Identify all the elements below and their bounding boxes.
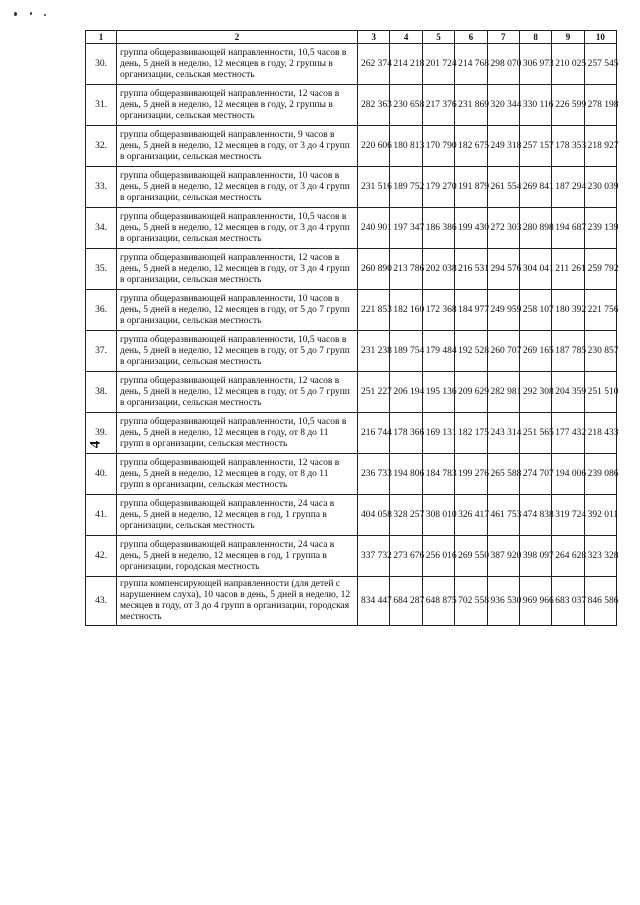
column-number-2: 2 <box>117 31 358 44</box>
cost-value: 264 628 <box>552 536 584 577</box>
cost-value: 294 576 <box>487 249 519 290</box>
cost-value: 230 658 <box>390 85 422 126</box>
cost-value: 251 227 <box>358 372 390 413</box>
cost-value: 199 430 <box>455 208 487 249</box>
row-number: 36. <box>86 290 117 331</box>
table-row <box>86 372 617 413</box>
cost-value: 180 813 <box>390 126 422 167</box>
column-number-10: 10 <box>584 31 616 44</box>
table-row <box>86 85 617 126</box>
cost-value: 269 550 <box>455 536 487 577</box>
cost-value: 282 981 <box>487 372 519 413</box>
cost-value: 178 353 <box>552 126 584 167</box>
cost-value: 199 276 <box>455 454 487 495</box>
cost-value: 179 270 <box>422 167 454 208</box>
cost-value: 257 157 <box>519 126 551 167</box>
row-number: 31. <box>86 85 117 126</box>
group-description: группа общеразвивающей направленности, 12 часов в день, 5 дней в неделю, 12 месяцев в году, 2 группы в организации, сельская местность <box>117 85 358 126</box>
group-description: группа общеразвивающей направленности, 12 часов в день, 5 дней в неделю, 12 месяцев в году, от 3 до 4 групп в организации, сельская местность <box>117 249 358 290</box>
cost-value: 328 257 <box>390 495 422 536</box>
group-description: группа общеразвивающей направленности, 10,5 часов в день, 5 дней в неделю, 12 месяцев в году, 2 группы в организации, сельская местность <box>117 44 358 85</box>
cost-value: 194 687 <box>552 208 584 249</box>
cost-value: 204 359 <box>552 372 584 413</box>
cost-value: 306 973 <box>519 44 551 85</box>
cost-value: 214 768 <box>455 44 487 85</box>
cost-value: 202 038 <box>422 249 454 290</box>
row-number: 42. <box>86 536 117 577</box>
cost-value: 330 116 <box>519 85 551 126</box>
cost-value: 684 287 <box>390 577 422 626</box>
group-description: группа общеразвивающей направленности, 10 часов в день, 5 дней в неделю, 12 месяцев в году, от 5 до 7 групп в организации, сельская местность <box>117 290 358 331</box>
cost-value: 392 011 <box>584 495 616 536</box>
cost-value: 216 531 <box>455 249 487 290</box>
cost-value: 260 890 <box>358 249 390 290</box>
row-number: 30. <box>86 44 117 85</box>
cost-value: 251 565 <box>519 413 551 454</box>
group-description: группа общеразвивающей направленности, 10,5 часов в день, 5 дней в неделю, 12 месяцев в году, от 5 до 7 групп в организации, сельская местность <box>117 331 358 372</box>
cost-value: 269 165 <box>519 331 551 372</box>
cost-value: 194 806 <box>390 454 422 495</box>
table-row <box>86 126 617 167</box>
column-number-7: 7 <box>487 31 519 44</box>
column-number-row <box>86 31 617 44</box>
cost-value: 211 261 <box>552 249 584 290</box>
cost-value: 834 447 <box>358 577 390 626</box>
row-number: 34. <box>86 208 117 249</box>
cost-value: 240 901 <box>358 208 390 249</box>
cost-value: 172 368 <box>422 290 454 331</box>
group-description: группа общеразвивающей направленности, 24 часа в день, 5 дней в неделю, 12 месяцев в год, 1 группа в организации, сельская местность <box>117 495 358 536</box>
cost-value: 702 558 <box>455 577 487 626</box>
cost-value: 398 097 <box>519 536 551 577</box>
cost-value: 846 586 <box>584 577 616 626</box>
cost-value: 218 433 <box>584 413 616 454</box>
cost-value: 184 977 <box>455 290 487 331</box>
table-row <box>86 536 617 577</box>
row-number: 39. <box>86 413 117 454</box>
table-row <box>86 413 617 454</box>
cost-value: 206 194 <box>390 372 422 413</box>
row-number: 41. <box>86 495 117 536</box>
cost-value: 265 588 <box>487 454 519 495</box>
group-description: группа общеразвивающей направленности, 12 часов в день, 5 дней в неделю, 12 месяцев в году, от 5 до 7 групп в организации, сельская местность <box>117 372 358 413</box>
scan-speck <box>44 14 46 16</box>
cost-value: 230 857 <box>584 331 616 372</box>
row-number: 33. <box>86 167 117 208</box>
cost-value: 182 675 <box>455 126 487 167</box>
cost-value: 326 417 <box>455 495 487 536</box>
table-row <box>86 454 617 495</box>
cost-value: 251 510 <box>584 372 616 413</box>
cost-value: 683 037 <box>552 577 584 626</box>
cost-value: 180 392 <box>552 290 584 331</box>
scan-speck <box>30 12 32 15</box>
cost-value: 969 966 <box>519 577 551 626</box>
cost-value: 257 545 <box>584 44 616 85</box>
cost-value: 226 599 <box>552 85 584 126</box>
column-number-3: 3 <box>358 31 390 44</box>
cost-value: 258 107 <box>519 290 551 331</box>
cost-value: 278 198 <box>584 85 616 126</box>
cost-value: 187 785 <box>552 331 584 372</box>
cost-value: 282 363 <box>358 85 390 126</box>
cost-value: 231 869 <box>455 85 487 126</box>
cost-value: 177 432 <box>552 413 584 454</box>
cost-value: 218 927 <box>584 126 616 167</box>
table-row <box>86 495 617 536</box>
cost-value: 231 516 <box>358 167 390 208</box>
table-row <box>86 290 617 331</box>
cost-value: 189 754 <box>390 331 422 372</box>
cost-value: 182 160 <box>390 290 422 331</box>
cost-value: 269 841 <box>519 167 551 208</box>
cost-value: 648 875 <box>422 577 454 626</box>
group-description: группа компенсирующей направленности (для детей с нарушением слуха), 10 часов в день, 5 дней в неделю, 12 месяцев в году, от 3 до 4 групп в организации, городская местность <box>117 577 358 626</box>
cost-value: 461 753 <box>487 495 519 536</box>
cost-value: 404 058 <box>358 495 390 536</box>
cost-value: 272 303 <box>487 208 519 249</box>
cost-value: 259 792 <box>584 249 616 290</box>
cost-value: 187 294 <box>552 167 584 208</box>
group-description: группа общеразвивающей направленности, 9 часов в день, 5 дней в неделю, 12 месяцев в году, от 3 до 4 групп в организации, сельская местность <box>117 126 358 167</box>
scan-speck <box>14 12 17 16</box>
tariff-table <box>85 30 617 626</box>
cost-value: 256 016 <box>422 536 454 577</box>
table-row <box>86 208 617 249</box>
table-row <box>86 249 617 290</box>
cost-value: 213 786 <box>390 249 422 290</box>
column-number-5: 5 <box>422 31 454 44</box>
cost-value: 308 010 <box>422 495 454 536</box>
cost-value: 261 554 <box>487 167 519 208</box>
cost-value: 239 086 <box>584 454 616 495</box>
cost-value: 192 528 <box>455 331 487 372</box>
cost-value: 201 724 <box>422 44 454 85</box>
cost-value: 231 238 <box>358 331 390 372</box>
row-number: 38. <box>86 372 117 413</box>
cost-value: 292 308 <box>519 372 551 413</box>
group-description: группа общеразвивающей направленности, 10,5 часов в день, 5 дней в неделю, 12 месяцев в году, от 3 до 4 групп в организации, сельская местность <box>117 208 358 249</box>
cost-value: 936 530 <box>487 577 519 626</box>
row-number: 43. <box>86 577 117 626</box>
cost-value: 179 484 <box>422 331 454 372</box>
cost-value: 320 344 <box>487 85 519 126</box>
cost-value: 262 374 <box>358 44 390 85</box>
cost-value: 184 783 <box>422 454 454 495</box>
cost-value: 280 898 <box>519 208 551 249</box>
cost-value: 298 070 <box>487 44 519 85</box>
cost-value: 221 756 <box>584 290 616 331</box>
group-description: группа общеразвивающей направленности, 24 часа в день, 5 дней в неделю, 12 месяцев в год, 1 группа в организации, городская местность <box>117 536 358 577</box>
group-description: группа общеразвивающей направленности, 10,5 часов в день, 5 дней в неделю, 12 месяцев в году, от 8 до 11 групп в организации, сельская местность <box>117 413 358 454</box>
cost-value: 239 139 <box>584 208 616 249</box>
column-number-8: 8 <box>519 31 551 44</box>
cost-value: 217 376 <box>422 85 454 126</box>
cost-value: 169 131 <box>422 413 454 454</box>
cost-value: 274 707 <box>519 454 551 495</box>
cost-value: 304 041 <box>519 249 551 290</box>
cost-value: 249 959 <box>487 290 519 331</box>
cost-value: 191 879 <box>455 167 487 208</box>
row-number: 40. <box>86 454 117 495</box>
row-number: 37. <box>86 331 117 372</box>
cost-value: 221 853 <box>358 290 390 331</box>
cost-value: 387 920 <box>487 536 519 577</box>
table-row <box>86 167 617 208</box>
group-description: группа общеразвивающей направленности, 10 часов в день, 5 дней в неделю, 12 месяцев в году, от 3 до 4 групп в организации, сельская местность <box>117 167 358 208</box>
cost-value: 337 732 <box>358 536 390 577</box>
column-number-6: 6 <box>455 31 487 44</box>
cost-value: 178 366 <box>390 413 422 454</box>
row-number: 35. <box>86 249 117 290</box>
cost-value: 323 328 <box>584 536 616 577</box>
table-row <box>86 331 617 372</box>
group-description: группа общеразвивающей направленности, 12 часов в день, 5 дней в неделю, 12 месяцев в году, от 8 до 11 групп в организации, сельская местность <box>117 454 358 495</box>
cost-value: 260 707 <box>487 331 519 372</box>
cost-value: 474 838 <box>519 495 551 536</box>
table-row <box>86 44 617 85</box>
cost-value: 214 218 <box>390 44 422 85</box>
cost-value: 243 314 <box>487 413 519 454</box>
cost-value: 273 676 <box>390 536 422 577</box>
cost-value: 220 606 <box>358 126 390 167</box>
cost-value: 230 039 <box>584 167 616 208</box>
cost-value: 194 006 <box>552 454 584 495</box>
cost-value: 210 025 <box>552 44 584 85</box>
cost-value: 249 318 <box>487 126 519 167</box>
cost-value: 170 790 <box>422 126 454 167</box>
cost-value: 216 744 <box>358 413 390 454</box>
page-number: 4 <box>87 440 104 449</box>
cost-value: 189 752 <box>390 167 422 208</box>
cost-value: 186 386 <box>422 208 454 249</box>
column-number-1: 1 <box>86 31 117 44</box>
cost-value: 319 724 <box>552 495 584 536</box>
cost-value: 209 629 <box>455 372 487 413</box>
cost-value: 197 347 <box>390 208 422 249</box>
cost-value: 195 136 <box>422 372 454 413</box>
column-number-9: 9 <box>552 31 584 44</box>
row-number: 32. <box>86 126 117 167</box>
table-row <box>86 577 617 626</box>
column-number-4: 4 <box>390 31 422 44</box>
cost-value: 236 733 <box>358 454 390 495</box>
cost-value: 182 175 <box>455 413 487 454</box>
